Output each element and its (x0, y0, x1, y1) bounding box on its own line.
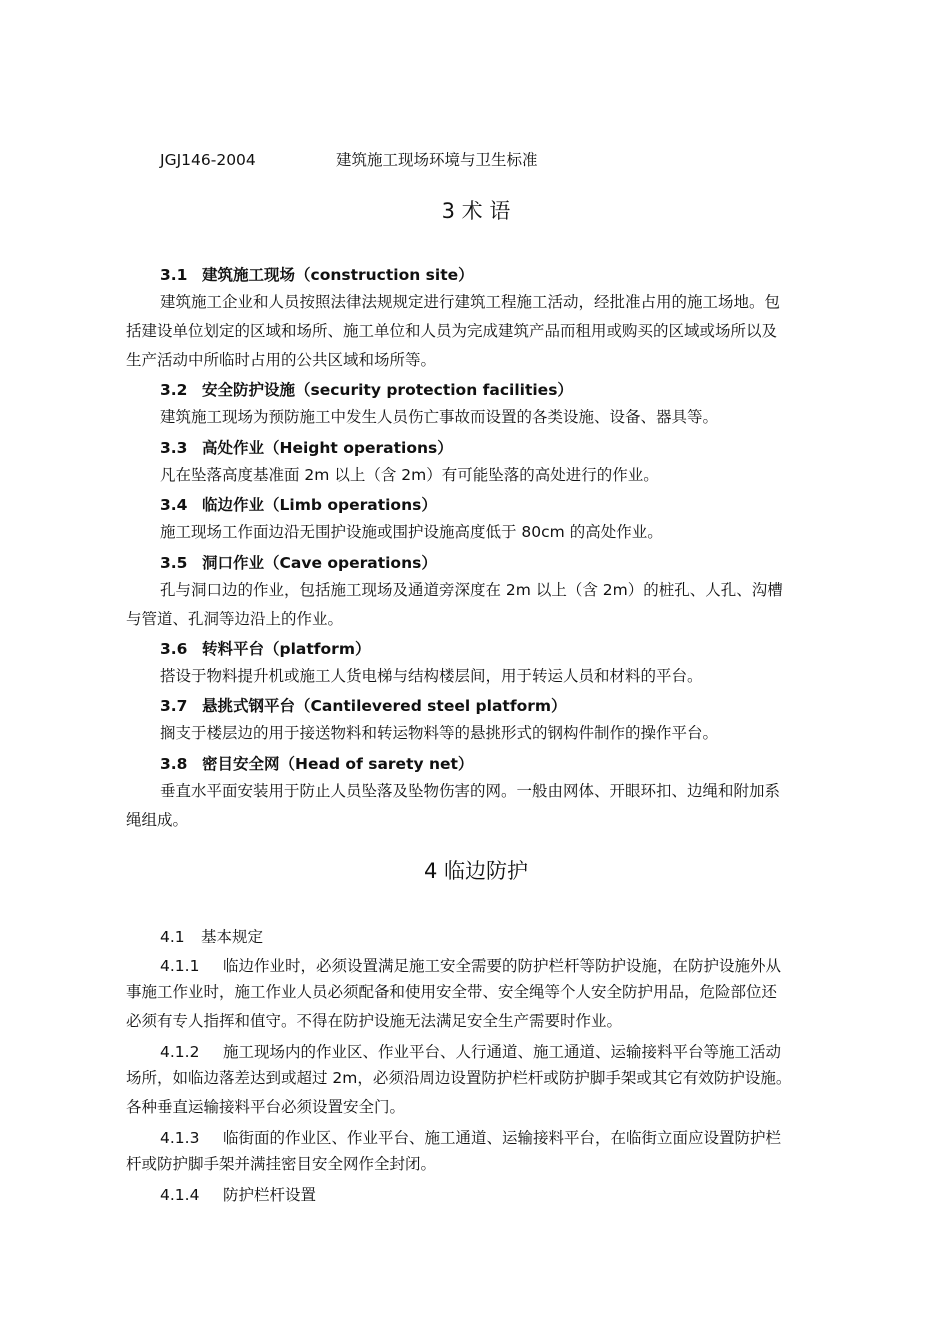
term-number: 3.5 (160, 554, 188, 572)
term-title: 安全防护设施（security protection facilities） (202, 381, 573, 399)
term-number: 3.2 (160, 381, 188, 399)
clause-line: 场所，如临边落差达到或超过 2m，必须沿周边设置防护栏杆或防护脚手架或其它有效防护设施。 (126, 1069, 792, 1087)
clause-4-1-4-first-line (160, 1183, 316, 1205)
definition-line: 凡在坠落高度基准面 2m 以上（含 2m）有可能坠落的高处进行的作业。 (160, 466, 659, 484)
clause-number: 4.1.4 (160, 1186, 200, 1204)
term-number: 3.3 (160, 439, 188, 457)
clause-4-1-3-first-line (160, 1126, 781, 1148)
clause-text: 施工现场内的作业区、作业平台、人行通道、施工通道、运输接料平台等施工活动 (223, 1043, 782, 1061)
section-title: 基本规定 (201, 928, 264, 946)
definition-line: 建筑施工企业和人员按照法律法规规定进行建筑工程施工活动，经批准占用的施工场地。包 (160, 293, 781, 311)
term-number: 3.7 (160, 697, 188, 715)
term-3-7-definition (126, 719, 826, 748)
chapter-3-title: 3 术 语 (441, 199, 511, 223)
term-3-2-definition (126, 403, 826, 432)
term-3-7-heading (160, 694, 567, 716)
clause-number: 4.1.1 (160, 957, 200, 975)
term-3-2-heading (160, 378, 573, 400)
clause-text: 临边作业时，必须设置满足施工安全需要的防护栏杆等防护设施，在防护设施外从 (223, 957, 782, 975)
term-number: 3.6 (160, 640, 188, 658)
term-number: 3.8 (160, 755, 188, 773)
definition-line: 建筑施工现场为预防施工中发生人员伤亡事故而设置的各类设施、设备、器具等。 (160, 408, 719, 426)
standard-number: JGJ146-2004 (160, 151, 256, 169)
section-4-1-heading (160, 925, 263, 947)
term-title: 高处作业（Height operations） (202, 439, 453, 457)
clause-text: 临街面的作业区、作业平台、施工通道、运输接料平台，在临街立面应设置防护栏 (223, 1129, 782, 1147)
term-3-8-definition (126, 777, 826, 835)
definition-line: 与管道、孔洞等边沿上的作业。 (126, 610, 344, 628)
term-3-1-definition (126, 288, 826, 375)
term-3-6-definition (126, 662, 826, 691)
clause-number: 4.1.3 (160, 1129, 200, 1147)
term-number: 3.4 (160, 496, 188, 514)
definition-line: 搭设于物料提升机或施工人货电梯与结构楼层间，用于转运人员和材料的平台。 (160, 667, 703, 685)
clause-4-1-1-first-line (160, 954, 781, 976)
term-3-4-definition (126, 518, 826, 547)
clause-4-1-1-body (126, 978, 826, 1036)
term-title: 临边作业（Limb operations） (202, 496, 437, 514)
clause-line: 事施工作业时，施工作业人员必须配备和使用安全带、安全绳等个人安全防护用品，危险部位还 (126, 983, 778, 1001)
term-3-8-heading (160, 752, 473, 774)
page-header (160, 148, 538, 170)
standard-title: 建筑施工现场环境与卫生标准 (336, 151, 538, 169)
term-3-3-definition (126, 461, 826, 490)
clause-text: 防护栏杆设置 (223, 1186, 317, 1204)
chapter-4-title: 4 临边防护 (423, 859, 529, 883)
term-3-1-heading (160, 263, 474, 285)
definition-line: 施工现场工作面边沿无围护设施或围护设施高度低于 80cm 的高处作业。 (160, 523, 663, 541)
term-3-3-heading (160, 436, 453, 458)
term-title: 悬挑式钢平台（Cantilevered steel platform） (202, 697, 567, 715)
clause-number: 4.1.2 (160, 1043, 200, 1061)
term-title: 建筑施工现场（construction site） (202, 266, 474, 284)
definition-line: 孔与洞口边的作业，包括施工现场及通道旁深度在 2m 以上（含 2m）的桩孔、人孔、沟槽 (160, 581, 783, 599)
term-3-4-heading (160, 493, 437, 515)
definition-line: 搁支于楼层边的用于接送物料和转运物料等的悬挑形式的钢构件制作的操作平台。 (160, 724, 719, 742)
term-3-5-definition (126, 576, 826, 634)
definition-line: 生产活动中所临时占用的公共区域和场所等。 (126, 351, 437, 369)
clause-line: 杆或防护脚手架并满挂密目安全网作全封闭。 (126, 1155, 437, 1173)
term-number: 3.1 (160, 266, 188, 284)
term-title: 转料平台（platform） (202, 640, 371, 658)
clause-4-1-3-body (126, 1150, 826, 1179)
clause-4-1-2-body (126, 1064, 826, 1122)
definition-line: 绳组成。 (126, 811, 189, 829)
definition-line: 括建设单位划定的区域和场所、施工单位和人员为完成建筑产品而租用或购买的区域或场所以及 (126, 322, 778, 340)
term-title: 洞口作业（Cave operations） (202, 554, 437, 572)
term-3-6-heading (160, 637, 370, 659)
term-3-5-heading (160, 551, 437, 573)
clause-4-1-2-first-line (160, 1040, 781, 1062)
clause-line: 必须有专人指挥和值守。不得在防护设施无法满足安全生产需要时作业。 (126, 1012, 623, 1030)
definition-line: 垂直水平面安装用于防止人员坠落及坠物伤害的网。一般由网体、开眼环扣、边绳和附加系 (160, 782, 781, 800)
term-title: 密目安全网（Head of sarety net） (202, 755, 474, 773)
clause-line: 各种垂直运输接料平台必须设置安全门。 (126, 1098, 406, 1116)
section-number: 4.1 (160, 928, 185, 946)
